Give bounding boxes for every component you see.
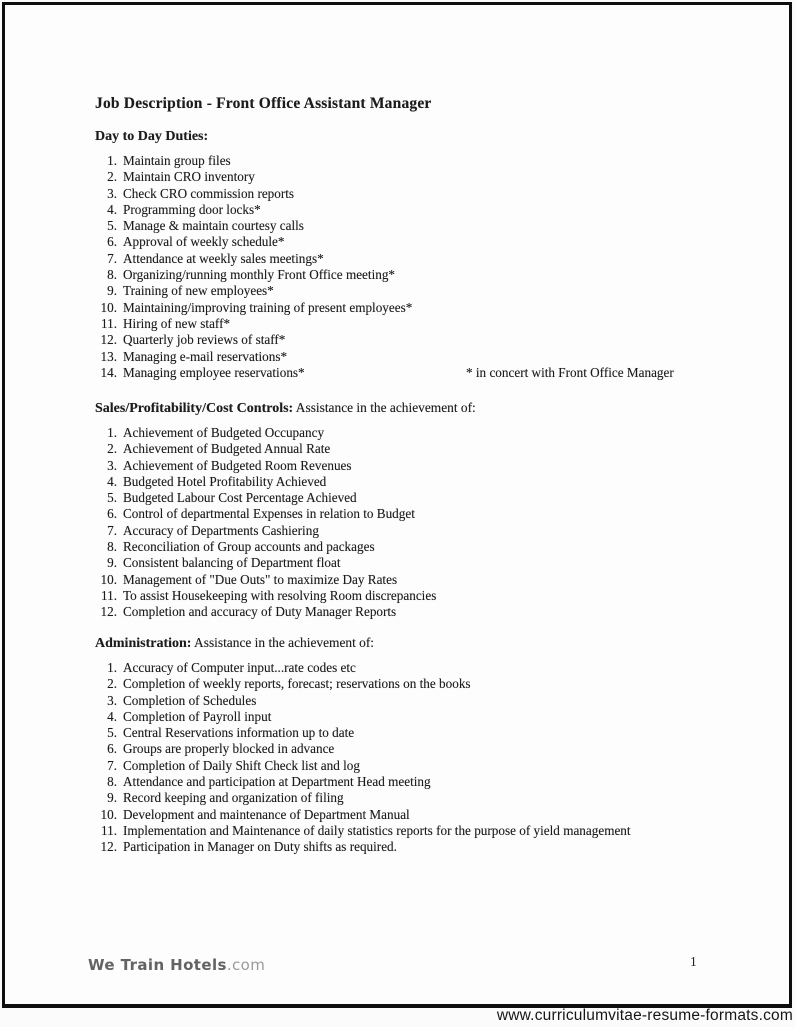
list-item xyxy=(95,365,767,381)
item-number: 9. xyxy=(107,283,117,299)
list-item xyxy=(95,332,767,348)
item-text: Maintaining/improving training of present employees* xyxy=(123,299,413,315)
item-text: Groups are properly blocked in advance xyxy=(123,741,335,757)
item-number: 8. xyxy=(107,774,117,790)
item-number: 6. xyxy=(107,741,117,757)
duty-list xyxy=(95,660,767,856)
item-number: 2. xyxy=(107,441,117,457)
list-item xyxy=(95,202,767,218)
section-heading xyxy=(95,129,767,145)
item-number: 1. xyxy=(107,153,117,168)
item-number: 5. xyxy=(107,490,117,506)
item-text: Maintain group files xyxy=(123,153,231,168)
list-item xyxy=(95,474,767,490)
asterisk-footnote: * in concert with Front Office Manager xyxy=(466,364,674,380)
item-text: Accuracy of Computer input...rate codes etc xyxy=(123,660,356,675)
list-item xyxy=(95,267,767,283)
item-number: 12. xyxy=(100,332,117,348)
item-text: Achievement of Budgeted Occupancy xyxy=(123,425,325,440)
item-number: 1. xyxy=(107,425,117,440)
list-item xyxy=(95,741,767,757)
list-item xyxy=(95,283,767,299)
item-number: 2. xyxy=(107,169,117,185)
item-text: To assist Housekeeping with resolving Room discrepancies xyxy=(123,587,437,603)
duty-list xyxy=(95,425,767,621)
item-number: 8. xyxy=(107,539,117,555)
item-text: Reconciliation of Group accounts and packages xyxy=(123,539,375,555)
section-heading xyxy=(95,400,767,417)
item-text: Quarterly job reviews of staff* xyxy=(123,332,286,348)
section-heading-label: Sales/Profitability/Cost Controls: xyxy=(95,401,294,416)
item-number: 10. xyxy=(100,299,117,315)
item-number: 11. xyxy=(101,587,117,603)
item-text: Record keeping and organization of filing xyxy=(123,790,344,806)
item-text: Completion and accuracy of Duty Manager Reports xyxy=(123,604,397,620)
item-text: Consistent balancing of Department float xyxy=(123,555,341,571)
item-number: 13. xyxy=(100,348,117,364)
item-text: Completion of Schedules xyxy=(123,692,257,708)
item-text: Completion of weekly reports, forecast; reservations on the books xyxy=(123,676,471,692)
list-item xyxy=(95,572,767,588)
list-item xyxy=(95,660,767,676)
document-title: Job Description - Front Office Assistant Manager xyxy=(95,95,432,112)
item-text: Implementation and Maintenance of daily statistics reports for the purpose of yield management xyxy=(123,822,631,838)
item-text: Achievement of Budgeted Annual Rate xyxy=(123,441,331,457)
item-text: Training of new employees* xyxy=(123,283,274,299)
list-item xyxy=(95,490,767,506)
list-item xyxy=(95,523,767,539)
item-number: 3. xyxy=(107,692,117,708)
list-item xyxy=(95,725,767,741)
item-number: 6. xyxy=(107,234,117,250)
section-heading-suffix: Assistance in the achievement of: xyxy=(191,635,375,650)
list-item xyxy=(95,676,767,692)
section-heading xyxy=(95,635,767,652)
list-item xyxy=(95,539,767,555)
list-item xyxy=(95,300,767,316)
item-number: 4. xyxy=(107,473,117,489)
item-text: Manage & maintain courtesy calls xyxy=(123,218,304,234)
item-number: 9. xyxy=(107,790,117,806)
item-text: Managing e-mail reservations* xyxy=(123,348,288,364)
item-number: 11. xyxy=(101,315,117,331)
item-number: 12. xyxy=(100,604,117,620)
list-item xyxy=(95,555,767,571)
list-item xyxy=(95,807,767,823)
list-item xyxy=(95,774,767,790)
section-heading-label: Day to Day Duties: xyxy=(95,129,209,144)
item-text: Organizing/running monthly Front Office meeting* xyxy=(123,267,396,283)
item-text: Hiring of new staff* xyxy=(123,315,231,331)
section-day-to-day-duties xyxy=(95,129,767,381)
list-item xyxy=(95,758,767,774)
item-number: 7. xyxy=(107,250,117,266)
item-number: 6. xyxy=(107,506,117,522)
list-item xyxy=(95,169,767,185)
list-item xyxy=(95,790,767,806)
item-number: 10. xyxy=(100,806,117,822)
item-text: Central Reservations information up to date xyxy=(123,725,355,741)
brand-name: We Train Hotels xyxy=(88,956,227,974)
brand-suffix: .com xyxy=(226,956,266,974)
item-text: Completion of Payroll input xyxy=(123,708,272,724)
section-heading-suffix: Assistance in the achievement of: xyxy=(293,400,476,415)
item-number: 4. xyxy=(107,201,117,217)
footer-brand-logo xyxy=(88,956,265,974)
item-text: Management of "Due Outs" to maximize Day Rates xyxy=(123,571,398,587)
list-item xyxy=(95,588,767,604)
list-item xyxy=(95,693,767,709)
item-text: Development and maintenance of Department Manual xyxy=(123,806,410,822)
list-item xyxy=(95,425,767,441)
item-number: 2. xyxy=(107,676,117,692)
item-text: Managing employee reservations* xyxy=(123,364,305,380)
list-item xyxy=(95,153,767,169)
section-heading-label: Administration: xyxy=(95,636,192,651)
list-item xyxy=(95,839,767,855)
item-text: Budgeted Hotel Profitability Achieved xyxy=(123,473,327,489)
list-item xyxy=(95,251,767,267)
item-number: 12. xyxy=(100,839,117,855)
list-item xyxy=(95,441,767,457)
item-text: Attendance and participation at Department Head meeting xyxy=(123,774,431,790)
list-item xyxy=(95,218,767,234)
list-item xyxy=(95,506,767,522)
list-item xyxy=(95,186,767,202)
item-number: 7. xyxy=(107,757,117,773)
list-item xyxy=(95,709,767,725)
item-text: Completion of Daily Shift Check list and log xyxy=(123,757,360,773)
item-text: Maintain CRO inventory xyxy=(123,169,255,185)
duty-list xyxy=(95,153,767,381)
item-text: Participation in Manager on Duty shifts as required. xyxy=(123,839,397,855)
item-text: Accuracy of Departments Cashiering xyxy=(123,522,319,538)
item-number: 4. xyxy=(107,708,117,724)
item-number: 10. xyxy=(100,571,117,587)
item-text: Control of departmental Expenses in relation to Budget xyxy=(123,506,415,522)
item-number: 3. xyxy=(107,185,117,201)
item-text: Programming door locks* xyxy=(123,201,261,217)
page-number: 1 xyxy=(690,954,697,969)
list-item xyxy=(95,234,767,250)
item-text: Approval of weekly schedule* xyxy=(123,234,285,250)
section-administration xyxy=(95,635,767,856)
source-website-url: www.curriculumvitae-resume-formats.com xyxy=(496,1007,793,1024)
list-item xyxy=(95,349,767,365)
item-number: 9. xyxy=(107,555,117,571)
item-text: Check CRO commission reports xyxy=(123,185,295,201)
item-number: 5. xyxy=(107,218,117,234)
list-item xyxy=(95,316,767,332)
section-sales-profitability-cost-controls xyxy=(95,400,767,621)
item-number: 7. xyxy=(107,522,117,538)
item-number: 5. xyxy=(107,725,117,741)
item-text: Budgeted Labour Cost Percentage Achieved xyxy=(123,490,357,506)
list-item xyxy=(95,823,767,839)
item-text: Achievement of Budgeted Room Revenues xyxy=(123,457,352,473)
list-item xyxy=(95,458,767,474)
item-text: Attendance at weekly sales meetings* xyxy=(123,250,324,266)
list-item xyxy=(95,604,767,620)
item-number: 11. xyxy=(101,822,117,838)
item-number: 8. xyxy=(107,267,117,283)
item-number: 14. xyxy=(100,364,117,380)
item-number: 1. xyxy=(107,660,117,675)
item-number: 3. xyxy=(107,457,117,473)
